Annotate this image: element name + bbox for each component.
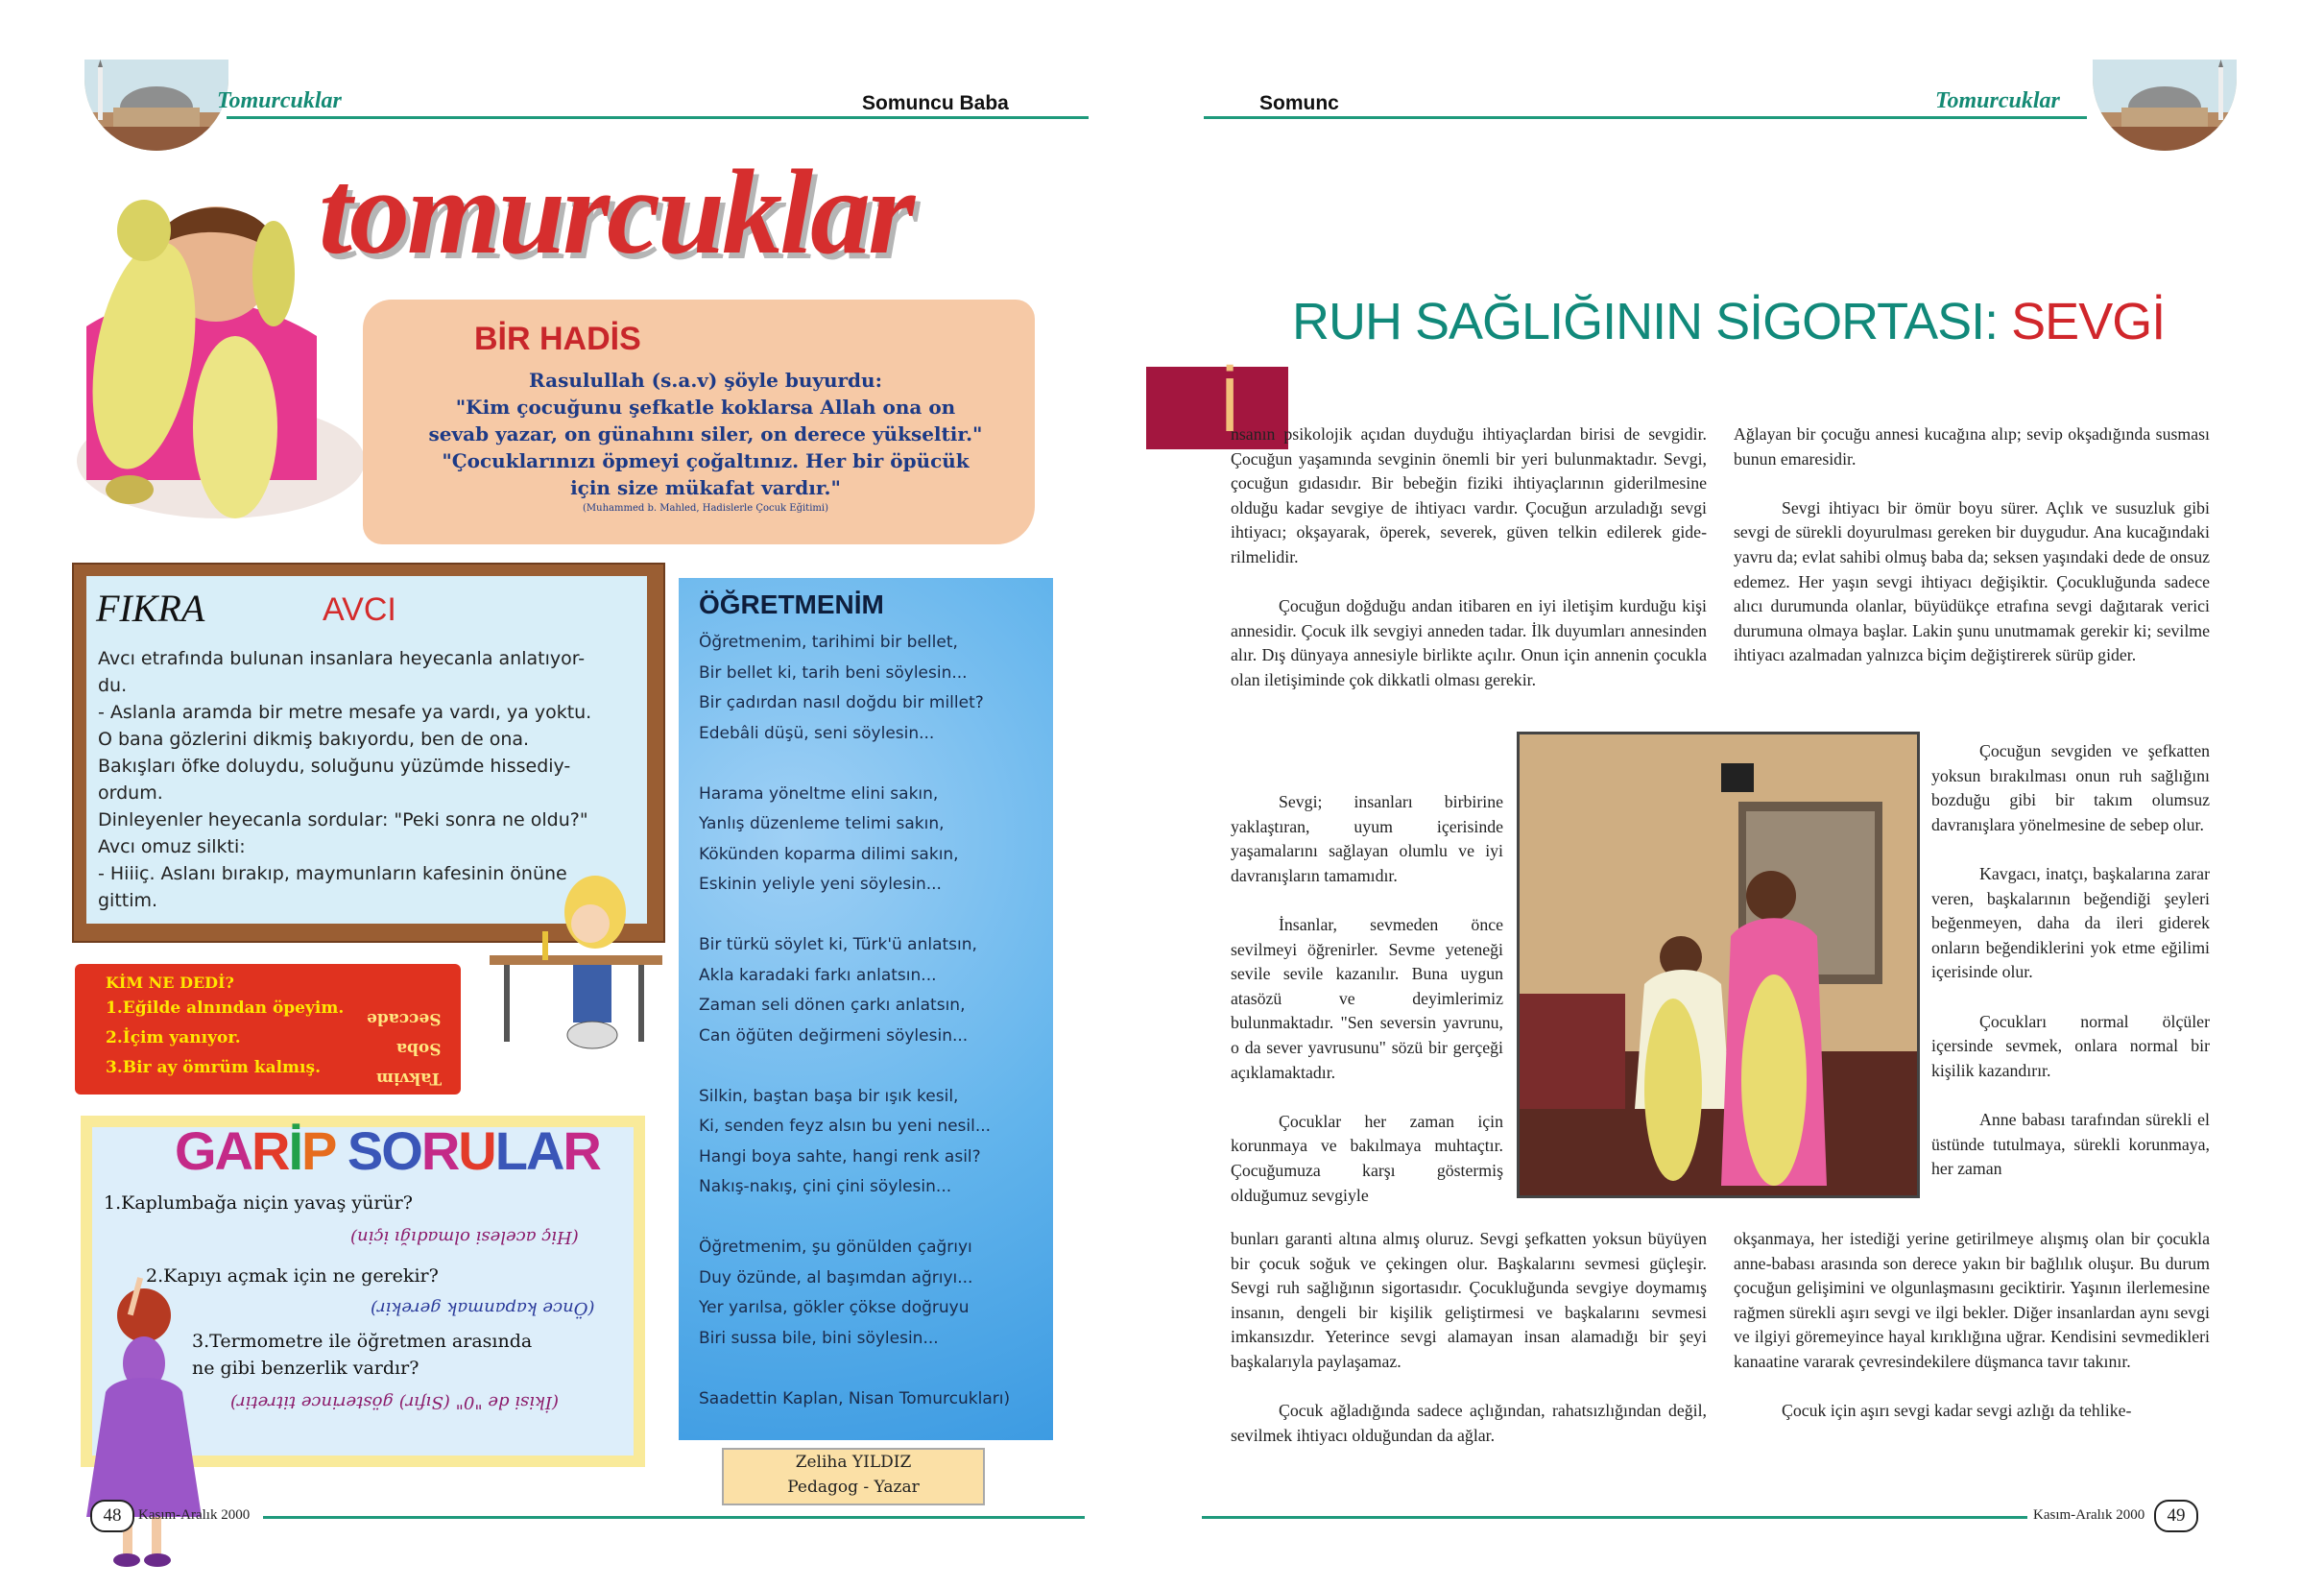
fikra-line: - Aslanla aramda bir metre mesafe ya vardı, ya yoktu. [98, 702, 592, 723]
poem-line: Can öğüten değirmeni söylesin... [699, 1025, 969, 1046]
article-col2-bottom [1734, 1227, 2210, 1448]
poem-line: Edebâli düşü, seni söylesin... [699, 723, 935, 743]
child-at-desk-illustration [485, 864, 672, 1051]
kim-answer: Seccade [367, 1009, 442, 1028]
paragraph: Çocuğun sevgiden ve şefkatten yoksun bırakılması onun ruh sağlığını bozduğu gibi bir takım olumsuz davranışlara yönelmesine de sebep olur. [1931, 741, 2210, 834]
fikra-line: O bana gözlerini dikmiş bakıyordu, ben de ona. [98, 729, 530, 750]
poem-line: Bir bellet ki, tarih beni söylesin... [699, 662, 968, 683]
paragraph: Ağlayan bir çocuğu annesi kucağına alıp; sevip okşadığında susması bunun emaresidir. [1734, 424, 2210, 469]
paragraph: Çocuğun doğduğu andan itibaren en iyi iletişim kurduğu kişi annesidir. Çocuk ilk sevgiyi anneden tadar. İlk duyumları annesinden alır. Dış dünyaya annesiyle birlikte açılır. Onun için annenin çocukla olan iletişiminde çok dikkatli olması gerekir. [1231, 596, 1707, 689]
kim-question: 1.Eğilde alnından öpeyim. [106, 999, 345, 1018]
title-part: SO [347, 1120, 421, 1181]
fikra-line: ordum. [98, 782, 163, 804]
paragraph: okşanmaya, her istediği yerine getirilmeye alışmış olan bir çocukla anne-babası arasında son derece yakın bir bağlılık oluşur. Bu durum çocuğun gelişimini ve olgunlaşmasını geciktirir. Yaşının ilerlemesine rağmen sürekli aşırı sevgi ve ilgi bekler. Diğer insanlardan aynı sevgi ve ilgiyi göremeyince hayal kırıklığına uğrar. Kendisini sevmedikleri kanaatine vararak çevresindekilere düşmanca tavır takınır. [1734, 1229, 2210, 1371]
hadis-heading: BİR HADİS [474, 321, 641, 357]
mosque-photo-left [84, 60, 228, 151]
poem-line: Bir türkü söylet ki, Türk'ü anlatsın, [699, 935, 977, 954]
poem-line: Harama yöneltme elini sakın, [699, 783, 939, 804]
footer-rule-right [1202, 1516, 2027, 1519]
fikra-line: Avcı omuz silkti: [98, 836, 246, 857]
paragraph: Çocuk için aşırı sevgi kadar sevgi azlığı da tehlike- [1782, 1401, 2132, 1421]
title-part: U [458, 1120, 495, 1181]
kim-answer: Soba [396, 1039, 442, 1058]
poem-line: Biri sussa bile, bini söylesin... [699, 1328, 939, 1348]
poem-line: Ki, senden feyz alsın bu yeni nesil... [699, 1117, 992, 1136]
poem-line: Öğretmenim, şu gönülden çağrıyı [699, 1238, 972, 1257]
header-rule-left [227, 116, 1089, 119]
garip-answer-2-wrap [371, 1298, 594, 1318]
hadis-line: Rasulullah (s.a.v) şöyle buyurdu: [529, 369, 882, 392]
header-magazine-right: Somunc [1259, 92, 1339, 114]
garip-answer-1-wrap [350, 1227, 579, 1247]
poem-stanza [699, 1082, 1044, 1203]
paragraph: İnsanlar, sevmeden önce sevilmeyi öğrenirler. Sevme yeteneği sevile sevile kazanılır. Buna uygun atasözü ve deyimlerimiz bulunmaktadır. "Sen seversin yavrunu, o da sever yavrusunu" sözü bir gerçeği açıklamaktadır. [1231, 914, 1503, 1082]
kim-item [106, 1058, 442, 1088]
poem-stanza [699, 780, 1044, 901]
garip-answer-2: (Önce kapanmak gerekir) [371, 1298, 595, 1318]
paragraph: Çocuk ağladığında sadece açlığından, rahatsızlığından değil, sevilmek ihtiyacı olduğundan da ağlar. [1231, 1401, 1707, 1445]
poem-stanza [699, 1233, 1044, 1354]
garip-question-1: 1.Kaplumbağa niçin yavaş yürür? [104, 1192, 413, 1214]
girl-writing-illustration [77, 1277, 202, 1575]
poem-line: Eskinin yeliyle yeni söylesin... [699, 875, 942, 894]
title-part: İ [288, 1120, 302, 1181]
article-col1-narrow [1231, 790, 1503, 1208]
paragraph: nsanın psikolojik açıdan duyduğu ihtiyaçlardan birisi de sevgidir. Çocuğun yaşamında sevginin önemli bir yeri bulunmaktadır. Sevgi, çocuğun gıdasıdır. Bir bebeğin fiziki ihtiyaçlarının giderilmesine olduğu kadar sevgiye de ihtiyacı vardır. Çocuğun arzuladığı sevgi ihtiyacı; okşayarak, öperek, severek, güven telkin edilerek gide-rilmelidir. [1231, 424, 1707, 566]
poem-body [699, 628, 1044, 1414]
poem-line: Öğretmenim, tarihimi bir bellet, [699, 633, 958, 652]
footer-date-right: Kasım-Aralık 2000 [2033, 1507, 2145, 1523]
kim-answer: Takvim [375, 1069, 442, 1088]
article-col2-top [1734, 422, 2210, 693]
poem-line: Hangi boya sahte, hangi renk asil? [699, 1146, 981, 1167]
kim-ne-dedi-list [106, 999, 442, 1088]
fikra-label: FIKRA [96, 587, 205, 630]
header-brand-left: Tomurcuklar [217, 88, 342, 113]
page-number-left: 48 [90, 1500, 134, 1532]
hadis-line: "Çocuklarınızı öpmeyi çoğaltınız. Her bir öpücük [442, 449, 970, 472]
page-number-right: 49 [2154, 1500, 2198, 1532]
paragraph: Sevgi; insanları birbirine yaklaştıran, uyum içerisinde yaşamalarını sağlayan olumlu ve iyi davranışların tamamıdır. [1231, 792, 1503, 885]
hadis-line: için size mükafat vardır." [570, 476, 841, 499]
garip-answer-3-wrap [230, 1392, 559, 1412]
children-with-squash-photo [1517, 732, 1920, 1198]
fikra-line: Dinleyenler heyecanla sordular: "Peki sonra ne oldu?" [98, 809, 588, 830]
kim-item [106, 1028, 442, 1058]
hadis-line: "Kim çocuğunu şefkatle koklarsa Allah ona on [455, 396, 956, 419]
fikra-title: AVCI [323, 591, 396, 628]
fikra-line: Bakışları öfke doluydu, soluğunu yüzümde hissediy- [98, 756, 571, 777]
author-title: Pedagog - Yazar [787, 1478, 920, 1497]
poem-line: Kökünden koparma dilimi sakın, [699, 844, 959, 864]
header-rule-right [1204, 116, 2087, 119]
hadis-body [403, 367, 1008, 517]
poem-stanza [699, 628, 1044, 749]
kim-question: 2.İçim yanıyor. [106, 1028, 241, 1047]
paragraph: Sevgi ihtiyacı bir ömür boyu sürer. Açlık ve susuzluk gibi sevgi de sürekli doyurulması gereken bir duygudur. Ana kucağındaki yavru da; evlat sahibi olmuş baba da; seksen yaşındaki dede de onsuz edemez. Her yaşın sevgi ihtiyacı değişiktir. Çocukluğunda sadece alıcı durumunda olanlar, büyüdükçe etrafına sevgi dağıtarak verici durumuna olmaya başlar. Lakin şunu unutmamak gerekir ki; sevilme ihtiyacı azalmadan yalnızca biçim değiştirerek sürüp gider. [1734, 497, 2210, 665]
kim-ne-dedi-heading: KİM NE DEDİ? [106, 974, 234, 992]
fikra-line: Avcı etrafında bulunan insanlara heyecanla anlatıyor- [98, 648, 586, 669]
footer-rule-left [263, 1516, 1085, 1519]
paragraph: Çocukları normal ölçüler içersinde sevmek, onlara normal bir kişilik kazandırır. [1931, 1011, 2210, 1080]
paragraph: bunları garanti altına almış oluruz. Sevgi şefkatten yoksun büyüyen bir çocuk soğuk ve çekingen olur. Başkalarını sevmesi güçleşir. Sevgi ruh sağlığının sigortasıdır. Çocukluğunda sevgiye doymamış insanın, dengeli bir kişilik geliştirmesi ve başkalarını sevmesi imkansızdır. Yeterince sevgi alamayan insan alamadığı bir şeyi başkalarıyla paylaşamaz. [1231, 1229, 1707, 1371]
title-part: P [301, 1120, 347, 1181]
title-part: R [563, 1120, 600, 1181]
title-part: R [252, 1120, 289, 1181]
poem-line: Duy özünde, al başımdan ağrıyı... [699, 1267, 973, 1287]
article-col1-top [1231, 422, 1707, 717]
garip-answer-3: (İkisi de "0" (Sıfır) gösterince titretir) [230, 1392, 560, 1412]
poem-line: Akla karadaki farkı anlatsın... [699, 965, 937, 985]
poem-line: Yanlış düzenleme telimi sakın, [699, 814, 945, 833]
tomurcuklar-main-title: tomurcuklar [319, 146, 913, 279]
garip-answer-1: (Hiç acelesi olmadığı için) [350, 1227, 579, 1247]
garip-question-3: 3.Termometre ile öğretmen arasında [192, 1331, 533, 1352]
title-part: R [420, 1120, 459, 1181]
hadis-source: (Muhammed b. Mahled, Hadislerle Çocuk Eğitimi) [583, 503, 828, 514]
paragraph: Anne babası tarafından sürekli el üstünde tutulmaya, sürekli korunmaya, her zaman [1931, 1109, 2210, 1179]
header-brand-right: Tomurcuklar [1935, 88, 2060, 113]
paragraph: Çocuklar her zaman için korunmaya ve bakılmaya muhtaçtır. Çocuğumuza karşı göstermiş olduğumuz sevgiyle [1231, 1111, 1503, 1205]
article-col1-bottom [1231, 1227, 1707, 1473]
garip-question-2: 2.Kapıyı açmak için ne gerekir? [146, 1265, 439, 1287]
fikra-line: gittim. [98, 890, 158, 911]
mosque-photo-right [2093, 60, 2237, 151]
poem-credit: Saadettin Kaplan, Nisan Tomurcukları) [699, 1388, 1011, 1408]
fikra-line: du. [98, 675, 128, 696]
article-col2-narrow [1931, 739, 2210, 1182]
garip-question-3b: ne gibi benzerlik vardır? [192, 1358, 419, 1379]
header-magazine-left: Somuncu Baba [862, 92, 1009, 114]
poem-line: Yer yarılsa, gökler çökse doğruyu [699, 1298, 970, 1317]
footer-date-left: Kasım-Aralık 2000 [138, 1507, 251, 1523]
poem-line: Nakış-nakış, çini çini söylesin... [699, 1177, 952, 1196]
poem-title: ÖĞRETMENİM [699, 589, 884, 619]
girl-with-squash-photo [29, 173, 365, 518]
poem-line: Silkin, baştan başa bir ışık kesil, [699, 1086, 959, 1106]
poem-line: Bir çadırdan nasıl doğdu bir millet? [699, 693, 984, 712]
kim-item [106, 999, 442, 1028]
garip-sorular-title [175, 1119, 600, 1182]
poem-stanza [699, 930, 1044, 1051]
article-title-main: RUH SAĞLIĞININ SİGORTASI: [1292, 293, 2012, 350]
hadis-line: sevab yazar, on günahını siler, on derece yükseltir." [428, 422, 983, 445]
fikra-line: - Hiiiç. Aslanı bırakıp, maymunların kafesinin önüne [98, 863, 567, 884]
poem-line: Zaman seli dönen çarkı anlatsın, [699, 996, 966, 1015]
kim-question: 3.Bir ay ömrüm kalmış. [106, 1058, 321, 1077]
author-box [722, 1448, 985, 1505]
article-title-accent: SEVGİ [2011, 293, 2166, 350]
dropcap-letter: İ [1219, 362, 1241, 447]
author-name: Zeliha YILDIZ [795, 1453, 912, 1472]
paragraph: Kavgacı, inatçı, başkalarına zarar veren, başkalarının beğendiği şeyleri beğenmeyen, daha da ileri giderek onların beğendiklerini yok etme eğilimi içerisinde olur. [1931, 863, 2210, 982]
article-title [1292, 292, 2165, 351]
title-part: LA [494, 1120, 563, 1181]
title-part: GA [175, 1120, 252, 1181]
